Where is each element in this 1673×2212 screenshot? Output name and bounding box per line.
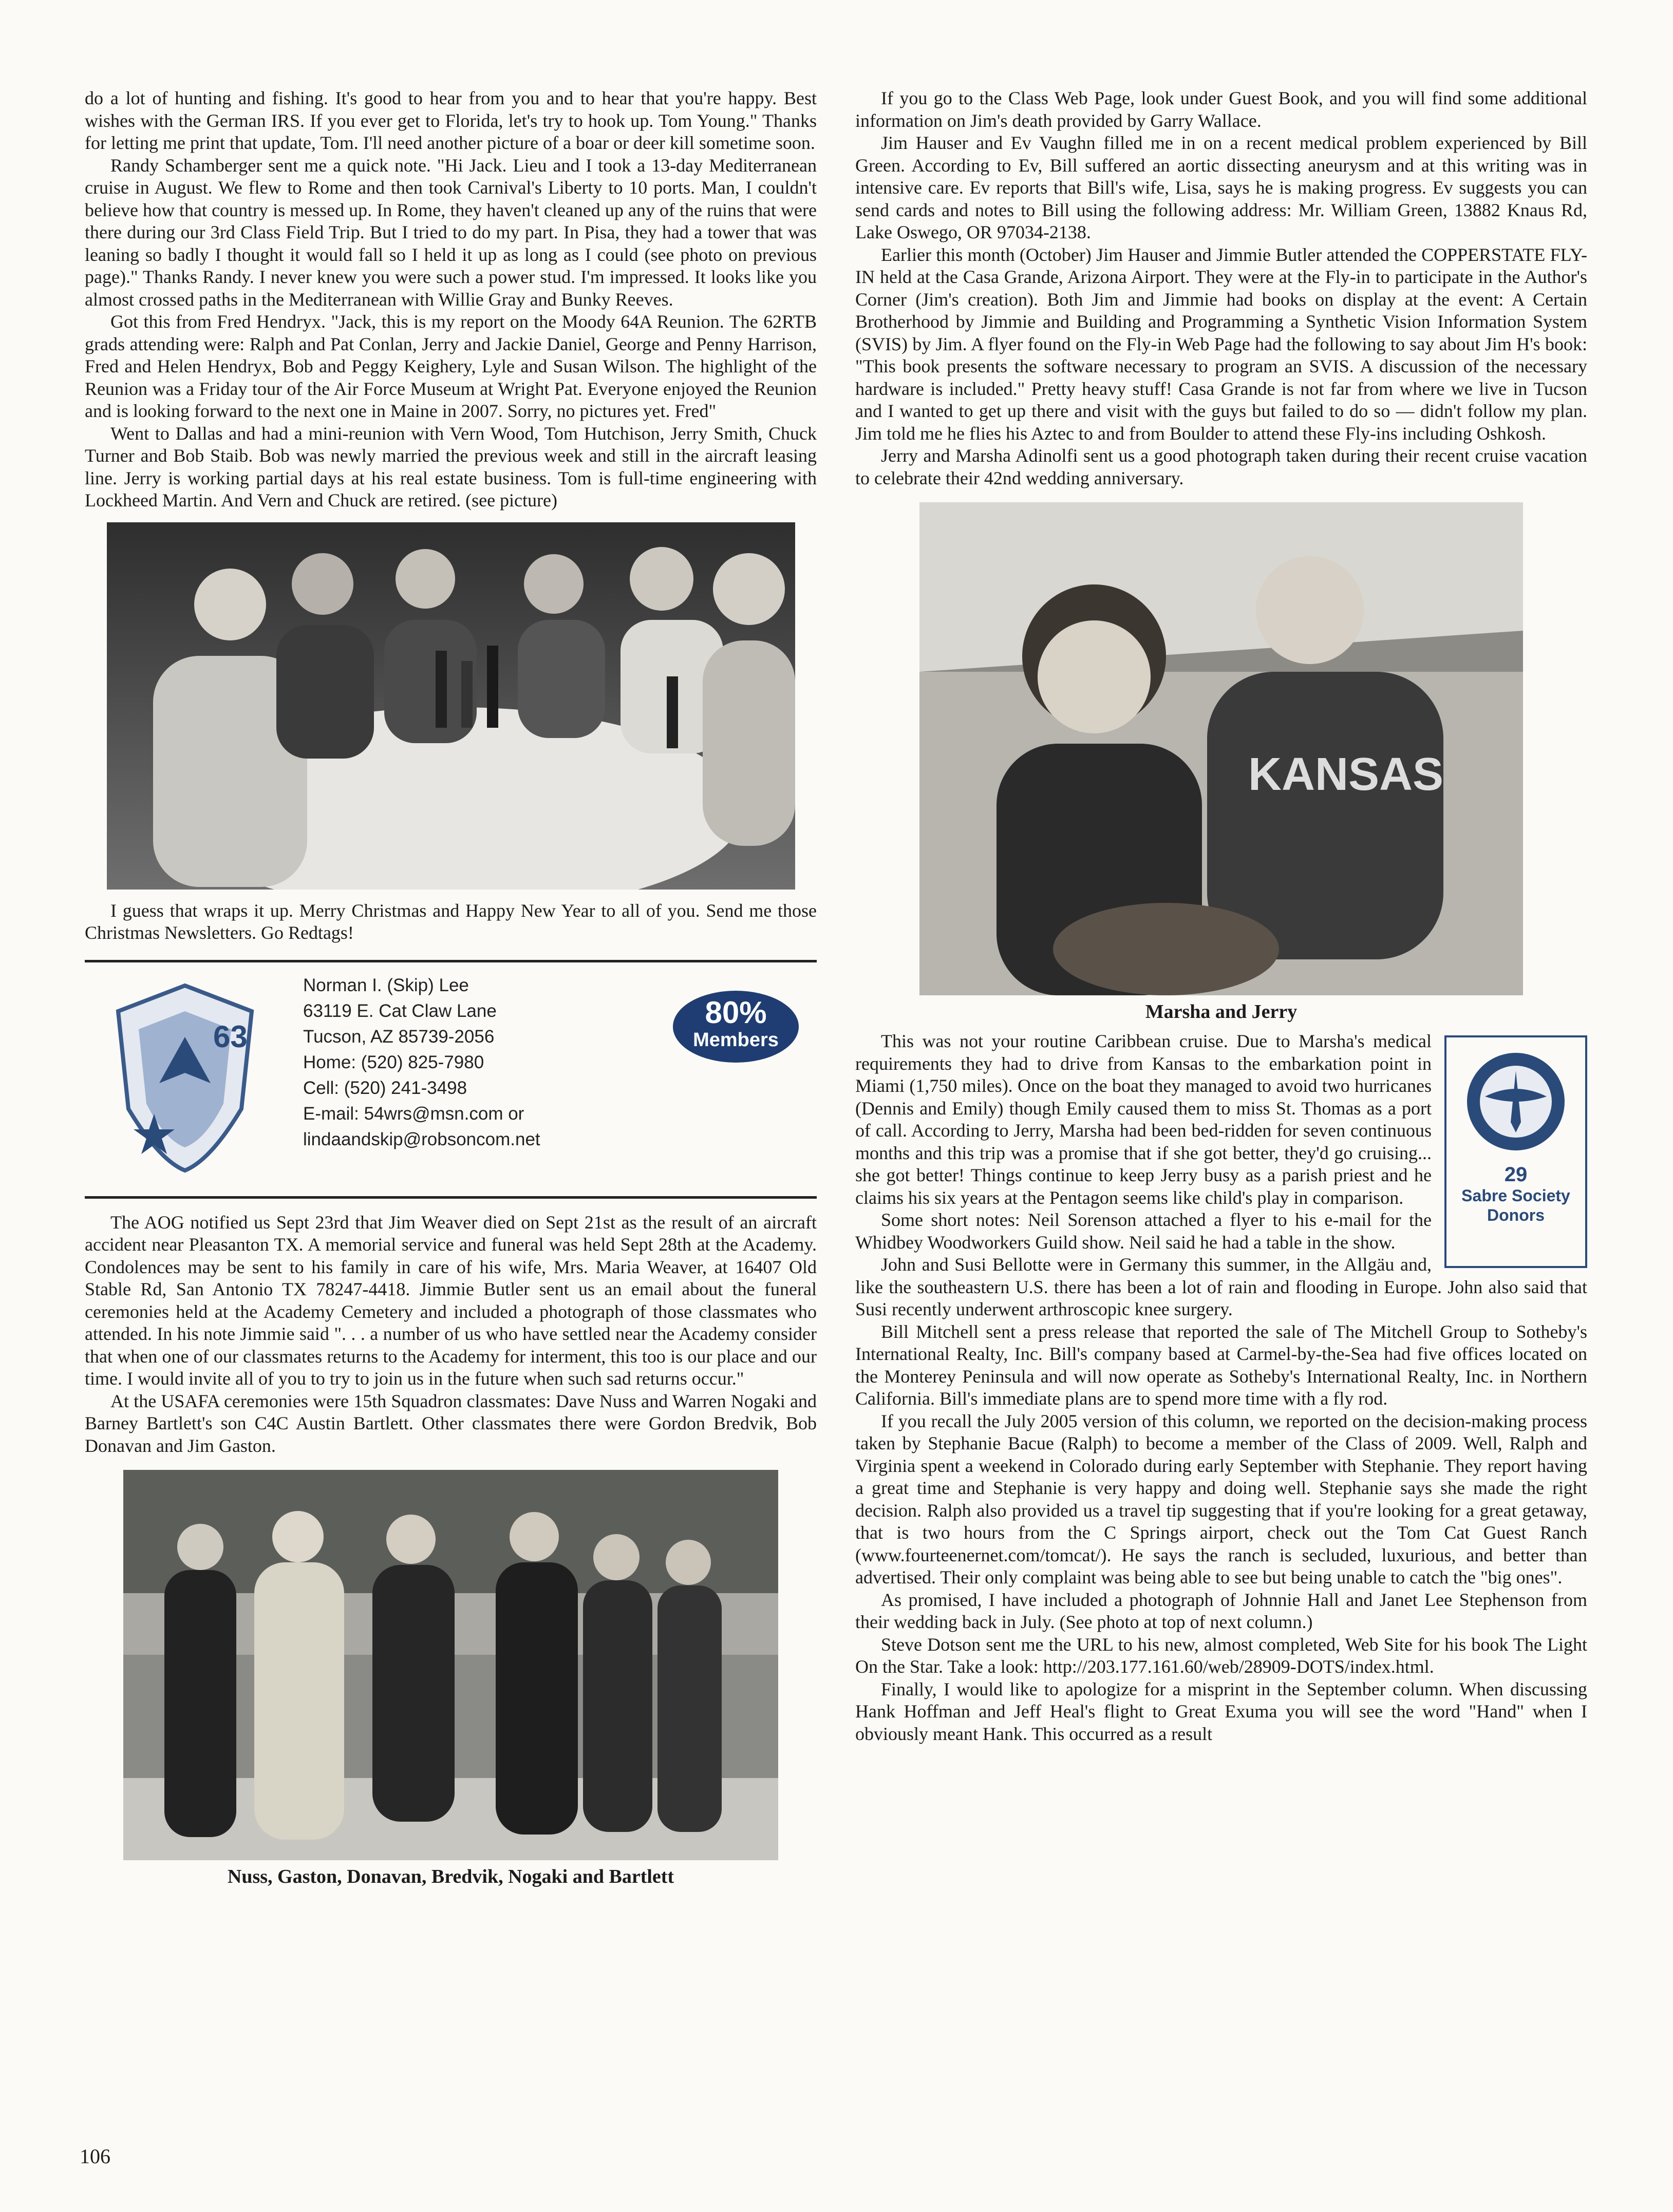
contact-email: E-mail: 54wrs@msn.com or <box>303 1103 524 1124</box>
shirt-text: KANSAS <box>1248 749 1444 800</box>
article-paragraph: As promised, I have included a photograph of Johnnie Hall and Janet Lee Stephenson from their wedding back in July. (See photo at top of next column.) <box>855 1589 1587 1632</box>
contact-address-line1: 63119 E. Cat Claw Lane <box>303 1000 497 1021</box>
article-paragraph: At the USAFA ceremonies were 15th Squadron classmates: Dave Nuss and Warren Nogaki and Barney Bartlett's son C4C Austin Bartlett. Other classmates there were Gordon Bredvik, Bob Donavan and Jim Gaston. <box>85 1390 817 1456</box>
left-column <box>85 87 817 1895</box>
members-label: Members <box>693 1029 779 1051</box>
members-percent: 80% <box>705 995 767 1030</box>
contact-home-phone: Home: (520) 825-7980 <box>303 1052 484 1072</box>
article-paragraph: Bill Mitchell sent a press release that reported the sale of The Mitchell Group to Sotheby's International Realty, Inc. Bill's company based at Carmel-by-the-Sea had five offices located on the Monterey Peninsula and will now operate as Sotheby's International Realty, Inc. in Northern California. Bill's immediate plans are to spend more time with a fly rod. <box>855 1321 1587 1409</box>
article-paragraph: The AOG notified us Sept 23rd that Jim Weaver died on Sept 21st as the result of an aircraft accident near Pleasanton TX. A memorial service and funeral was held Sept 28th at the Academy. Condolences may be sent to his family in care of his wife, Mrs. Maria Weaver, at 16407 Old Stable Rd, San Antonio TX 78247-4418. Jimmie Butler sent us an email about the funeral ceremonies held at the Academy Cemetery and included a photograph of those classmates who attended. In his note Jimmie said ". . . a number of us who have settled near the Academy consider that when one of our classmates returns to the Academy for interment, this too is our place and our time. I would invite all of you to try to join us in the future when such sad returns occur." <box>85 1212 817 1389</box>
funeral-group-photo <box>123 1470 778 1860</box>
couple-photo-caption: Marsha and Jerry <box>1145 1001 1298 1023</box>
sabre-society-logo-icon <box>1464 1050 1567 1153</box>
crest-number: 63 <box>213 1019 248 1054</box>
page-number: 106 <box>80 2145 110 2168</box>
article-paragraph: This was not your routine Caribbean cruise. Due to Marsha's medical requirements they had to drive from Kansas to the embarkation point in Miami (1,750 miles). Once on the boat they managed to avoid two hurricanes (Dennis and Emily) though Emily caused them to miss St. Thomas as a port of call. According to Jerry, Marsha had been bed-ridden for seven continuous months and this trip was a promise that if she got better, they'd go cruising... she got better! Things continue to keep Jerry busy as a parish priest and he claims his six years at the Pentagon seems like child's play in comparison. <box>855 1031 1432 1208</box>
dinner-reunion-photo <box>107 522 795 890</box>
article-paragraph: do a lot of hunting and fishing. It's good to hear from you and to hear that you're happy. Best wishes with the German IRS. If you ever get to Florida, let's try to hook up. Tom Young." Thanks for letting me print that update, Tom. I'll need another picture of a boar or deer kill sometime soon. <box>85 88 817 153</box>
article-paragraph: Some short notes: Neil Sorenson attached a flyer to his e-mail for the Whidbey Woodworkers Guild show. Neil said he had a table in the show. <box>855 1209 1432 1253</box>
article-paragraph: Jim Hauser and Ev Vaughn filled me in on a recent medical problem experienced by Bill Green. According to Ev, Bill suffered an aortic dissecting aneurysm and at this writing was in intensive care. Ev reports that Bill's wife, Lisa, says he is making progress. Ev suggests you can send cards and notes to Bill using the following address: Mr. William Green, 13882 Knaus Rd, Lake Oswego, OR 97034-2138. <box>855 133 1587 242</box>
article-paragraph: John and Susi Bellotte were in Germany this summer, in the Allgäu and, like the southeastern U.S. there has been a lot of rain and flooding in Europe. John also said that Susi recently underwent arthroscopic knee surgery. <box>855 1254 1587 1319</box>
article-paragraph: Steve Dotson sent me the URL to his new, almost completed, Web Site for his book The Light On the Star. Take a look: http://203.177.161.60/web/28909-DOTS/index.html. <box>855 1634 1587 1677</box>
sabre-donor-count: 29 <box>1504 1163 1528 1186</box>
article-paragraph: Jerry and Marsha Adinolfi sent us a good photograph taken during their recent cruise vacation to celebrate their 42nd wedding anniversary. <box>855 445 1587 488</box>
sabre-donor-label: Sabre Society Donors <box>1461 1186 1570 1224</box>
group-photo-graphic <box>123 1470 778 1860</box>
class-crest-icon <box>108 980 262 1176</box>
article-paragraph: Went to Dallas and had a mini-reunion with Vern Wood, Tom Hutchison, Jerry Smith, Chuck Turner and Bob Staib. Bob was newly married the previous week and still in the aircraft leasing line. Jerry is working partial days at his real estate business. Tom is full-time engineering with Lockheed Martin. And Vern and Chuck are retired. (see picture) <box>85 423 817 511</box>
members-percent-badge <box>673 991 799 1063</box>
dinner-photo-graphic <box>107 522 795 890</box>
couple-photo-graphic <box>919 502 1523 995</box>
article-paragraph: Earlier this month (October) Jim Hauser and Jimmie Butler attended the COPPERSTATE FLY-IN held at the Casa Grande, Arizona Airport. They were at the Fly-in to participate in the Author's Corner (Jim's creation). Both Jim and Jimmie had books on display at the event: A Certain Brotherhood by Jimmie and Building and Programming a Synthetic Vision Information System (SVIS) by Jim. A flyer found on the Fly-in Web Page had the following to say about Jim H's book: "This book presents the software necessary to program an SVIS. A discussion of the necessary hardware is included." Pretty heavy stuff! Casa Grande is not far from where we live in Tucson and I wanted to get up there and visit with the guys but failed to do so — didn't follow my plan. Jim told me he flies his Aztec to and from Boulder to attend these Fly-ins including Oshkosh. <box>855 244 1587 444</box>
marsha-jerry-photo <box>919 502 1523 995</box>
contact-name: Norman I. (Skip) Lee <box>303 975 469 995</box>
contact-email-alt: lindaandskip@robsoncom.net <box>303 1129 540 1149</box>
article-paragraph: Got this from Fred Hendryx. "Jack, this is my report on the Moody 64A Reunion. The 62RTB grads attending were: Ralph and Pat Conlan, Jerry and Jackie Daniel, George and Penny Harrison, Fred and Helen Hendryx, Bob and Peggy Keighery, Lyle and Susan Wilson. The highlight of the Reunion was a Friday tour of the Air Force Museum at Wright Pat. Everyone enjoyed the Reunion and is looking forward to the next one in Maine in 2007. Sorry, no pictures yet. Fred" <box>85 311 817 421</box>
article-paragraph: Randy Schamberger sent me a quick note. "Hi Jack. Lieu and I took a 13-day Mediterranean cruise in August. We flew to Rome and then took Carnival's Liberty to 10 ports. Man, I couldn't believe how that country is messed up. In Rome, they haven't cleaned up any of the ruins that were there during our 3rd Class Field Trip. But I tried to do my part. In Pisa, they had a tower that was leaning so badly I thought it would fall so I held it up as long as I could (see photo on previous page)." Thanks Randy. I never knew you were such a power stud. I'm impressed. It looks like you almost crossed paths in the Mediterranean with Willie Gray and Bunky Reeves. <box>85 155 817 310</box>
article-paragraph: If you recall the July 2005 version of this column, we reported on the decision-making process taken by Stephanie Bacue (Ralph) to become a member of the Class of 2009. Well, Ralph and Virginia spent a weekend in Colorado during early September with Stephanie. They report having a great time and Stephanie is very happy and doing well. Stephanie says she made the right decision. Ralph also provided us a travel tip suggesting that if you're looking for a great getaway, that is two hours from the C Springs airport, check out the Tom Cat Guest Ranch (www.fourteenernet.com/tomcat/). He says the ranch is secluded, luxurious, and better than advertised. Their only complaint was being able to see but being unable to catch the "big ones". <box>855 1410 1587 1587</box>
right-column <box>855 87 1587 1745</box>
article-paragraph: I guess that wraps it up. Merry Christmas and Happy New Year to all of you. Send me those Christmas Newsletters. Go Redtags! <box>85 900 817 943</box>
sabre-society-box <box>1444 1035 1587 1268</box>
group-photo-caption: Nuss, Gaston, Donavan, Bredvik, Nogaki and Bartlett <box>227 1866 674 1887</box>
contact-info <box>303 973 540 1152</box>
class-secretary-contact-box <box>85 960 817 1199</box>
article-paragraph: If you go to the Class Web Page, look under Guest Book, and you will find some additional information on Jim's death provided by Garry Wallace. <box>855 88 1587 131</box>
contact-cell-phone: Cell: (520) 241-3498 <box>303 1077 467 1098</box>
contact-address-line2: Tucson, AZ 85739-2056 <box>303 1026 495 1047</box>
article-paragraph: Finally, I would like to apologize for a misprint in the September column. When discussing Hank Hoffman and Jeff Heal's flight to Great Exuma you will see the word "Hand" when I obviously meant Hank. This occurred as a result <box>855 1678 1587 1744</box>
